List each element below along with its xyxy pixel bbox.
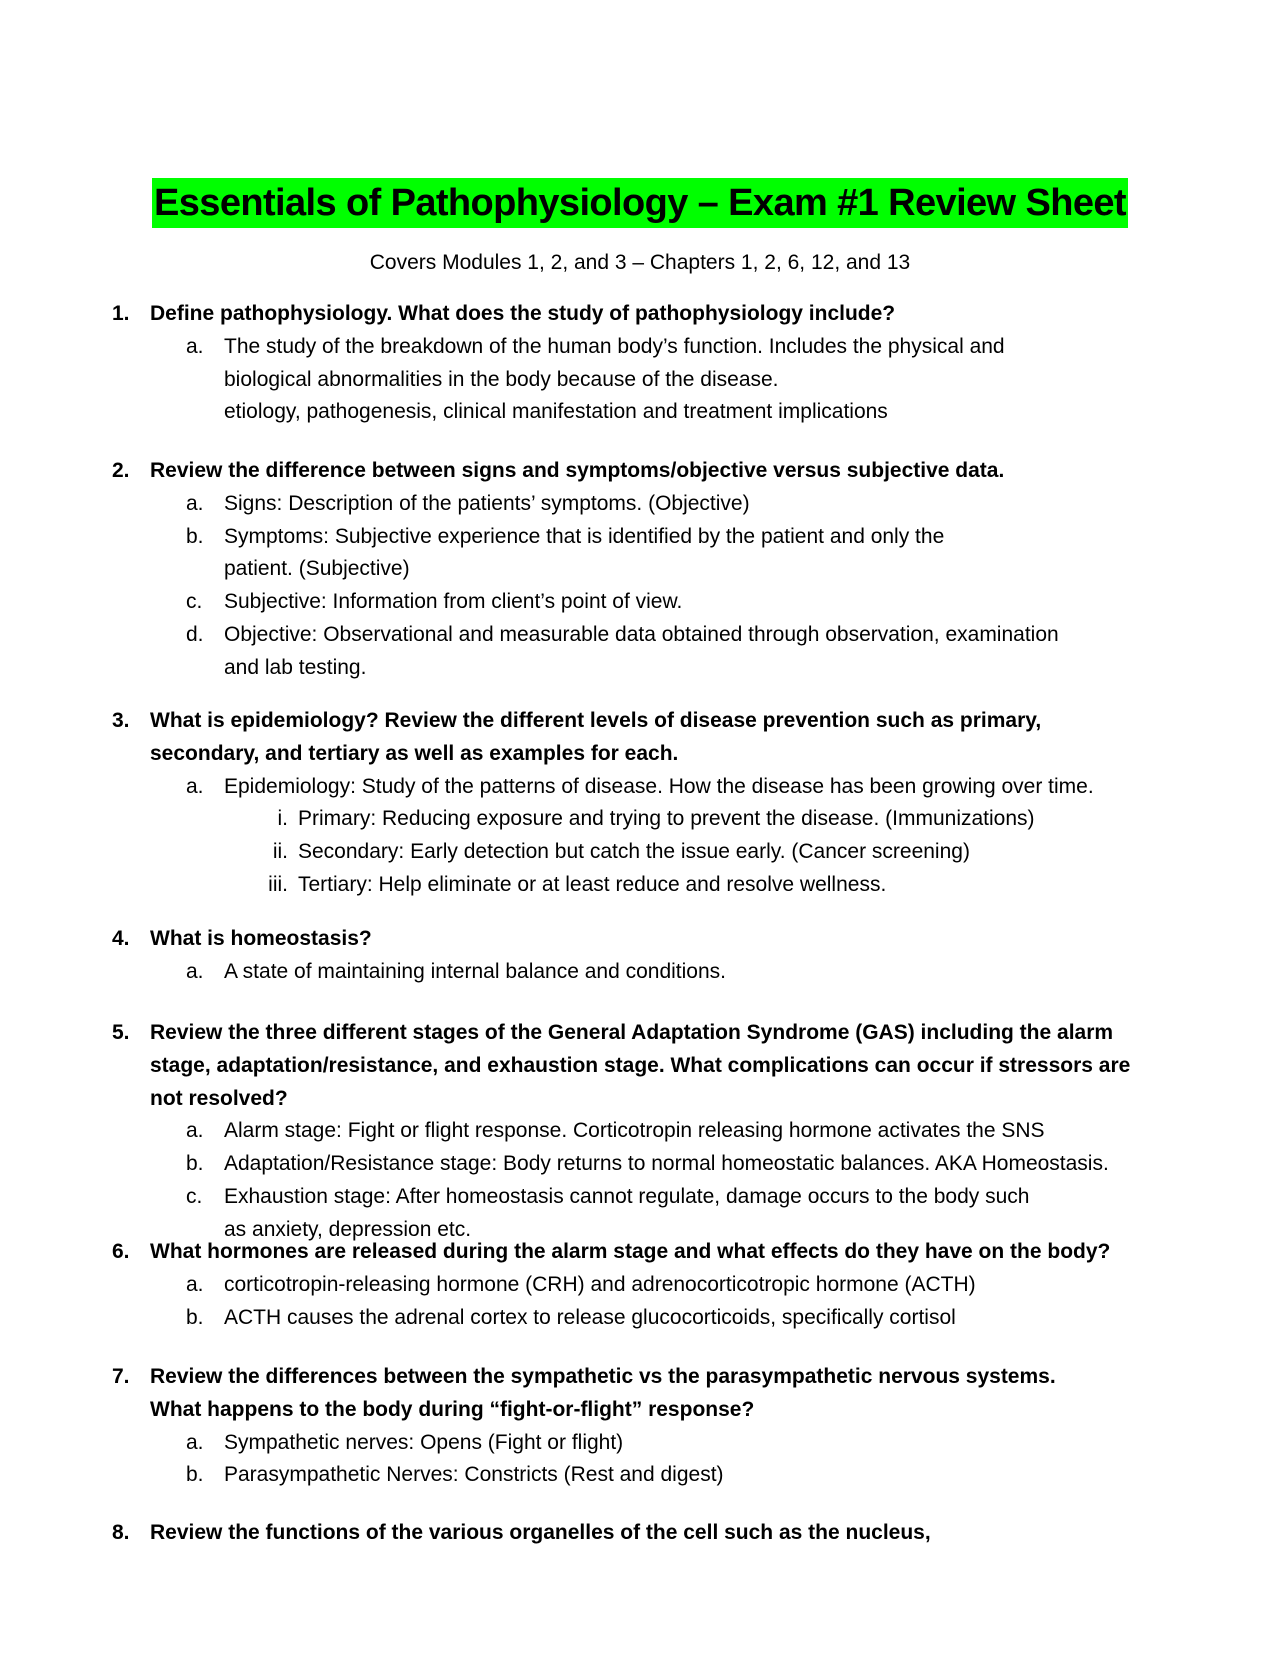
answer-item: b. ACTH causes the adrenal cortex to release glucocorticoids, specifically cortisol [186, 1305, 956, 1329]
answer-letter: a. [186, 334, 204, 358]
answer-item: a. Sympathetic nerves: Opens (Fight or flight) [186, 1430, 624, 1454]
answer-line: biological abnormalities in the body because of the disease. [224, 367, 779, 391]
question-2 [112, 455, 1202, 685]
answer-line: etiology, pathogenesis, clinical manifestation and treatment implications [224, 400, 888, 424]
question-number: 8. [112, 1521, 130, 1544]
question-text: What happens to the body during “fight-or-flight” response? [150, 1397, 755, 1421]
question-text: not resolved? [150, 1086, 288, 1110]
answer-item: a. A state of maintaining internal balance and conditions. [186, 959, 727, 983]
question-number: 7. [112, 1365, 130, 1388]
question-text: What is homeostasis? [150, 927, 372, 950]
question-text: Review the differences between the sympathetic vs the parasympathetic nervous systems. [150, 1365, 1056, 1388]
sub-item: iii. Tertiary: Help eliminate or at least reduce and resolve wellness. [268, 872, 887, 896]
question-number: 3. [112, 709, 130, 732]
question-4 [112, 923, 1202, 989]
question-text: Review the three different stages of the General Adaptation Syndrome (GAS) including the alarm [150, 1021, 1114, 1044]
answer-line: as anxiety, depression etc. [224, 1217, 472, 1241]
answer-item: a. Alarm stage: Fight or flight response. Corticotropin releasing hormone activates the SNS [186, 1119, 1045, 1143]
answer-item: a. Signs: Description of the patients’ symptoms. (Objective) [186, 491, 750, 515]
answer-item: a. Epidemiology: Study of the patterns of disease. How the disease has been growing over time. [186, 774, 1094, 798]
question-6 [112, 1236, 1202, 1334]
answer-item: b. Adaptation/Resistance stage: Body returns to normal homeostatic balances. AKA Homeostasis. [186, 1152, 1109, 1176]
question-text: Review the difference between signs and symptoms/objective versus subjective data. [150, 459, 1005, 482]
question-text: stage, adaptation/resistance, and exhaustion stage. What complications can occur if stressors are [150, 1053, 1131, 1077]
question-text: Define pathophysiology. What does the study of pathophysiology include? [150, 302, 896, 325]
question-number: 4. [112, 927, 130, 950]
answer-item: b. Parasympathetic Nerves: Constricts (Rest and digest) [186, 1463, 724, 1487]
sub-item: i. Primary: Reducing exposure and trying to prevent the disease. (Immunizations) [277, 807, 1035, 831]
question-number: 5. [112, 1021, 130, 1044]
question-text: What hormones are released during the alarm stage and what effects do they have on the body? [150, 1240, 1111, 1263]
question-text: What is epidemiology? Review the different levels of disease prevention such as primary, [150, 709, 1042, 732]
answer-item: b. Symptoms: Subjective experience that is identified by the patient and only the [186, 524, 945, 548]
question-5 [112, 1017, 1202, 1247]
question-8 [112, 1517, 1202, 1550]
question-7 [112, 1361, 1202, 1492]
question-text: secondary, and tertiary as well as examples for each. [150, 741, 679, 765]
title-wrap [0, 178, 1280, 228]
question-1 [112, 298, 1202, 429]
answer-item: d. Objective: Observational and measurable data obtained through observation, examination [186, 622, 1059, 646]
question-number: 2. [112, 459, 130, 482]
question-number: 6. [112, 1240, 130, 1263]
answer-line: and lab testing. [224, 655, 367, 679]
question-3 [112, 705, 1202, 902]
answer-item: c. Exhaustion stage: After homeostasis cannot regulate, damage occurs to the body such [186, 1184, 1030, 1208]
page-subtitle: Covers Modules 1, 2, and 3 – Chapters 1, 2, 6, 12, and 13 [369, 251, 911, 274]
answer-item: a. corticotropin-releasing hormone (CRH) and adrenocorticotropic hormone (ACTH) [186, 1272, 976, 1296]
sub-item: ii. Secondary: Early detection but catch the issue early. (Cancer screening) [272, 840, 970, 864]
page-title: Essentials of Pathophysiology – Exam #1 Review Sheet [152, 178, 1128, 228]
answer-line: patient. (Subjective) [224, 557, 410, 581]
question-text: Review the functions of the various organelles of the cell such as the nucleus, [150, 1521, 931, 1544]
answer-item: c. Subjective: Information from client’s point of view. [186, 590, 683, 614]
answer-item: a. The study of the breakdown of the human body’s function. Includes the physical and [112, 331, 1202, 364]
question-number: 1. [112, 302, 130, 325]
